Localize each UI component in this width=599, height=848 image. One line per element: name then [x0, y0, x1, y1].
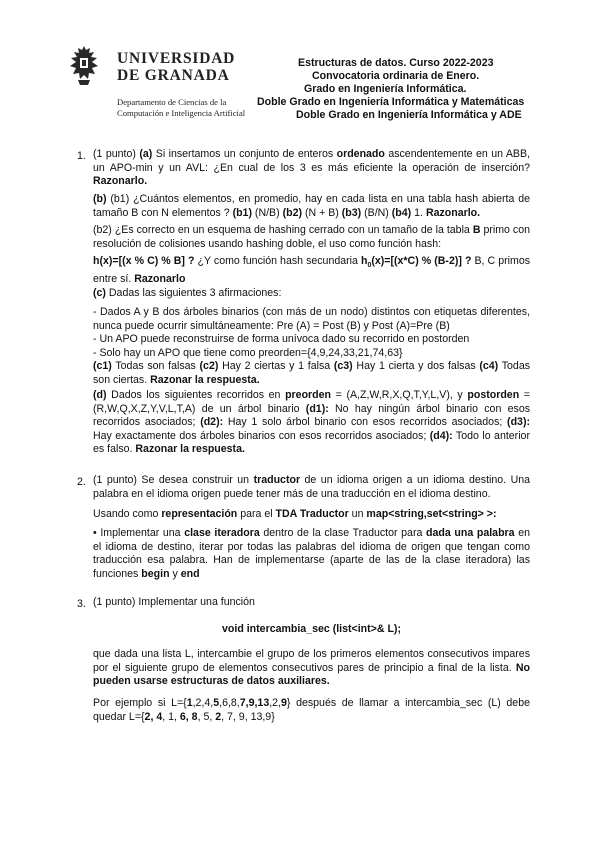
- q2-representation: Usando como representación para el TDA Traductor un map<string,set<string> >:: [93, 508, 497, 520]
- function-signature: void intercambia_sec (list<int>& L);: [222, 623, 401, 635]
- question-number: 2.: [77, 476, 86, 488]
- q1-part-c-statements: - Dados A y B dos árboles binarios (con más de un nodo) distintos con etiquetas diferentes, nunca puede ocurrir simultáneamente: Pre (A) = Post (B) y Post (A)=Pre (B) - Un APO puede reconstruirse de forma unívoca dado su recorrido en postorden - Solo hay un APO que tiene como preorden={4,9,24,33,21,74,63} (c1) Todas son falsas (c2) Hay 2 ciertas y 1 falsa (c3) Hay 1 cierta y dos falsas (c4) Todas son ciertas. Razonar la respuesta.: [93, 306, 531, 386]
- department-line1: Departamento de Ciencias de la: [117, 97, 227, 107]
- q1-part-d: (d) Dados los siguientes recorridos en preorden = (A,Z,W,R,X,Q,T,Y,L,V), y postorden = (R,W,Q,X,Z,Y,V,L,T,A) de un árbol binario (d1): No hay ningún árbol binario con esos recorridos asociados; (d2): Hay 1 solo árbol binario con esos recorridos asociados; (d3): Hay exactamente dos árboles binarios con esos recorridos asociados; (d4): Todo lo anterior es falso. Razonar la respuesta.: [93, 389, 531, 456]
- degree-line2: Doble Grado en Ingeniería Informática y Matemáticas: [257, 96, 525, 108]
- q3-description: que dada una lista L, intercambie el grupo de los primeros elementos consecutivos impares por el siguiente grupo de elementos consecutivos pares de principio a final de la lista. No pueden usarse estructuras de datos auxiliares.: [93, 648, 530, 688]
- q3-example: Por ejemplo si L={1,2,4,5,6,8,7,9,13,2,9} después de llamar a intercambia_sec (L) debe quedar L={2, 4, 1, 6, 8, 5, 2, 7, 9, 13,9}: [93, 697, 530, 723]
- q2-task: • Implementar una clase iteradora dentro de la clase Traductor para dada una palabra en el idioma de destino, iterar por todas las palabras del idioma de origen que tengan como traducción esa palabra. Han de implementarse (aparte de las de la clase iteradora) las funciones begin y end: [93, 527, 530, 580]
- statement-3: - Solo hay un APO que tiene como preorden={4,9,24,33,21,74,63}: [93, 346, 403, 359]
- university-name-line2: DE GRANADA: [117, 67, 230, 84]
- degree-line3: Doble Grado en Ingeniería Informática y ADE: [296, 109, 522, 121]
- q1-part-b1: (b) (b1) ¿Cuántos elementos, en promedio, hay en cada lista en una tabla hash abierta de tamaño B con N elementos ? (b1) (N/B) (b2) (N + B) (b3) (B/N) (b4) 1. Razonarlo.: [93, 193, 530, 219]
- q1-part-a: (1 punto) (a) Si insertamos un conjunto de enteros ordenado ascendentemente en un ABB, un APO-min y un AVL: ¿En cual de los 3 es más eficiente la operación de inserción? Razonarlo.: [93, 148, 530, 188]
- course-title: Estructuras de datos. Curso 2022-2023: [298, 57, 494, 69]
- question-number: 3.: [77, 598, 86, 610]
- statement-1: - Dados A y B dos árboles binarios (con más de un nodo) distintos con etiquetas diferentes, nunca puede ocurrir simultáneamente: Pre (A) = Post (B) y Post (A)=Pre (B): [93, 306, 530, 332]
- q3-intro: (1 punto) Implementar una función: [93, 596, 255, 608]
- q2-statement: (1 punto) Se desea construir un traductor de un idioma origen a un idioma destino. Una palabra en el idioma origen puede tener más de una traducción en el idioma destino.: [93, 474, 531, 500]
- question-number: 1.: [77, 150, 86, 162]
- q1-part-b2-formulas: h(x)=[(x % C) % B] ? ¿Y como función hash secundaria $h_0(x)=[(x*C)$ % (B-2)] ? B, C primos entre sí. Razonarlo: [93, 255, 531, 285]
- q1-part-b2: (b2) ¿Es correcto en un esquema de hashing cerrado con un tamaño de la tabla B primo con resolución de colisiones usando hashing doble, el uso como función hash:: [93, 224, 530, 250]
- degree-line1: Grado en Ingeniería Informática.: [304, 83, 467, 95]
- exam-session: Convocatoria ordinaria de Enero.: [312, 70, 480, 82]
- university-crest-icon: [66, 44, 102, 86]
- q1-part-c-intro: (c) Dadas las siguientes 3 afirmaciones:: [93, 287, 282, 299]
- university-name-line1: UNIVERSIDAD: [117, 50, 236, 67]
- department-line2: Computación e Inteligencia Artificial: [117, 108, 246, 118]
- statement-2: - Un APO puede reconstruirse de forma unívoca dado su recorrido en postorden: [93, 333, 470, 346]
